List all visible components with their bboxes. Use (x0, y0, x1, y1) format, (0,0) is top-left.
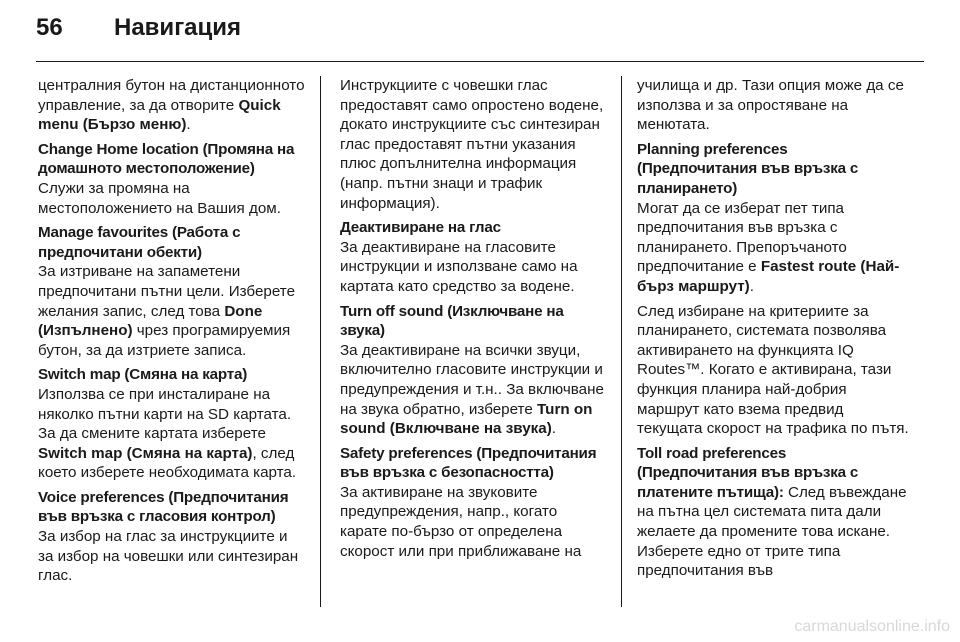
section-voice-preferences (38, 488, 306, 586)
menu-term: Turn on sound (Включване на звука) (340, 400, 593, 438)
header-divider (36, 61, 924, 62)
chapter-title: Навигация (114, 14, 242, 41)
section-safety-preferences (340, 444, 606, 562)
section-change-home (38, 140, 306, 218)
text-column-3 (637, 76, 909, 586)
section-heading: Change Home location (Промяна на домашното местоположение) (38, 140, 295, 178)
section-body: За деактивиране на гласовите инструкции и използване само на картата като средство за водене. (340, 238, 578, 295)
section-manage-favourites (38, 223, 306, 360)
paragraph: централния бутон на дистанционното управление, за да отворите Quick menu (Бързо меню). (38, 77, 305, 134)
section-heading: Safety preferences (Предпочитания във връзка с безопасността) (340, 444, 597, 482)
section-heading: Manage favourites (Работа с предпочитани обекти) (38, 224, 241, 261)
section-turn-off-sound (340, 302, 606, 439)
text-column-1 (38, 76, 306, 591)
section-heading: Деактивиране на глас (340, 219, 501, 237)
column-divider (320, 76, 321, 607)
section-switch-map (38, 365, 306, 483)
section-body: Използва се при инсталиране на няколко пътни карти на SD картата. За да смените картата изберете Switch map (Смяна на карта), след което изберете необходимата карта. (38, 385, 297, 482)
section-heading: Toll road preferences (Предпочитания във връзка с платените пътища): (637, 444, 859, 501)
section-body: Служи за промяна на местоположението на Вашия дом. (38, 179, 281, 217)
section-planning-preferences (637, 140, 909, 297)
watermark: carmanualsonline.info (794, 618, 950, 635)
paragraph: Инструкциите с човешки глас предоставят само опростено водене, докато инструкциите със синтезиран глас предоставят пътни указания плюс допълнителна информация (напр. пътни знаци и трафик информация). (340, 77, 604, 212)
section-heading: Switch map (Смяна на карта) (38, 366, 248, 384)
page-header (36, 14, 241, 50)
paragraph: След избиране на критериите за планирането, системата позволява активирането на функцията IQ Routes™. Когато е активирана, тази функция планира най-добрия маршрут като взема предвид текущата скорост на трафика по пътя. (637, 302, 909, 438)
section-body: За деактивиране на всички звуци, включително гласовите инструкции и предупреждения и т.н.. За включване на звука обратно, изберете Turn on sound (Включване на звука). (340, 341, 604, 438)
text-column-2 (340, 76, 606, 566)
section-deactivate-voice (340, 218, 606, 296)
menu-term: Quick menu (Бързо меню) (38, 96, 281, 134)
menu-term: Done (Изпълнено) (38, 302, 263, 340)
section-body: За избор на глас за инструкциите и за избор на човешки или синтезиран глас. (38, 528, 299, 585)
section-body: За активиране на звуковите предупреждения, напр., когато карате по-бързо от определена скорост или при приближаване на (340, 483, 582, 560)
menu-term: Switch map (Смяна на карта) (38, 444, 253, 462)
menu-term: Fastest route (Най-бърз маршрут) (637, 258, 900, 295)
section-body: Могат да се изберат пет типа предпочитания във връзка с планирането. Препоръчаното предпочитание е Fastest route (Най-бърз маршрут). (637, 199, 900, 295)
paragraph: училища и др. Тази опция може да се използва и за опростяване на менютата. (637, 77, 904, 134)
section-heading: Planning preferences (Предпочитания във връзка с планирането) (637, 140, 859, 197)
section-heading: Voice preferences (Предпочитания във връзка с гласовия контрол) (38, 488, 289, 526)
section-body: Toll road preferences (Предпочитания във връзка с платените пътища): След въвеждане на пътна цел системата пита дали желаете да промените това искане. Изберете едно от трите типа предпочитания във (637, 444, 907, 580)
section-body: За изтриване на запаметени предпочитани пътни цели. Изберете желания запис, след това Done (Изпълнено) чрез програмируемия бутон, за да изтриете записа. (38, 263, 296, 359)
section-toll-road-preferences (637, 444, 909, 581)
page-number: 56 (36, 14, 63, 41)
section-heading: Turn off sound (Изключване на звука) (340, 302, 564, 340)
column-divider (621, 76, 622, 607)
